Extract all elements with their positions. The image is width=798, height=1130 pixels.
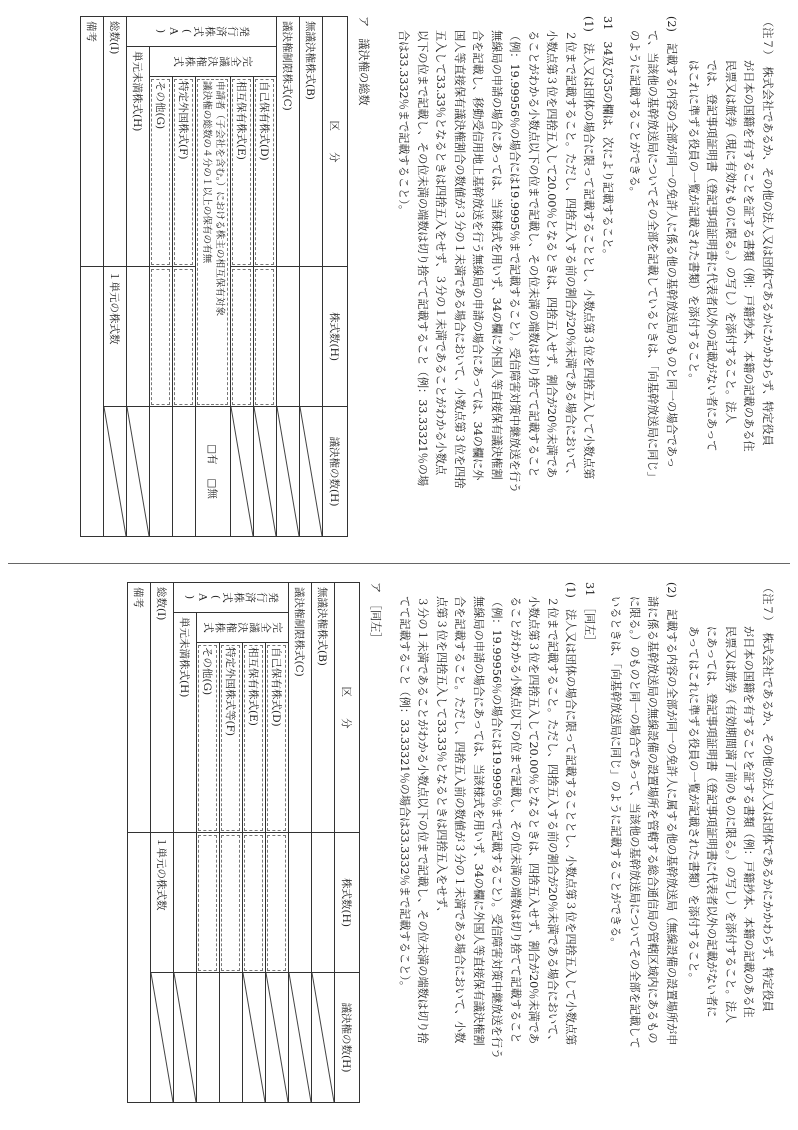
- text-line: 合は33.3332％まで記載すること）。: [397, 30, 411, 217]
- text-line: ア 議決権の総数: [357, 16, 370, 106]
- text-line: 民票又は旅券（有効期間満了前のものに限る。）の写し）を添付すること。法人: [724, 626, 737, 1024]
- text-line: 以下の位まで記載し、その位未満の端数は切り捨てて記載すること（例：33.33321％の場: [416, 30, 429, 487]
- revised-column: [16, 16, 776, 536]
- remarks-cell: [128, 833, 151, 1103]
- cell-hatched: [277, 407, 300, 537]
- cell-hatched: [104, 407, 127, 537]
- row-label: 単元未満株式(H): [174, 613, 197, 833]
- cell-value: [173, 407, 196, 537]
- text-line: 無線局の申請の場合にあっては、当該様式を用いず、34の欄に外国人等直接保有議決権割: [490, 30, 503, 480]
- text-line: 31 34及び35の欄は、次により記載すること。: [601, 16, 614, 261]
- row-label: 単元未満株式(H): [127, 47, 150, 267]
- row-label: 議決権制限株式(C): [277, 17, 300, 267]
- voting-rights-table: [127, 582, 360, 1103]
- text-line: では、登記事項証明書（登記事項証明書に代表者以外の記載がない者にあって: [705, 60, 719, 452]
- text-line: はこれに準ずる役員の一覧が記載された書類）を添付すること。: [687, 60, 700, 385]
- cell-hatched: [243, 973, 266, 1103]
- cell-value: [174, 833, 197, 973]
- note-7: [684, 582, 777, 1102]
- row-label: 無議決権株式(B): [312, 583, 335, 833]
- cell-hatched: [151, 973, 174, 1103]
- text-line: 小数点第３位を四捨五入して20.00％となるときは、四捨五入せず、割合が20％未満であ: [527, 596, 541, 1045]
- text-line: が日本の国籍を有することを証する書類（例：戸籍抄本、本籍の記載のある住: [742, 60, 756, 452]
- group-outer-label: 発行済株式(A): [127, 17, 277, 47]
- header-kubun: 区 分: [323, 17, 348, 267]
- text-line: ２位まで記載すること。ただし、四捨五入する前の割合が20％未満である場合において、: [546, 596, 559, 1047]
- text-line: 無線局の申請の場合にあっては、当該様式を用いず、34の欄に外国人等直接保有議決権割: [472, 596, 485, 1046]
- item-31: [395, 582, 599, 1102]
- text-line: ア ［同左］: [369, 582, 382, 644]
- checkbox-no[interactable]: □無: [206, 478, 219, 499]
- text-line: (1) 法人又は団体の場合に限って記載することとし、小数点第３位を四捨五入して小数点第: [564, 582, 578, 1046]
- row-label: 相互保有株式(E): [243, 643, 266, 833]
- cell-hatched: [174, 973, 197, 1103]
- text-line: （注７） 株式会社であるか、その他の法人又は団体であるかにかかわらず、特定役員: [761, 582, 774, 1012]
- group-kanzen-label: 完全議決権株式: [197, 613, 289, 643]
- note-line: 議決権の総数の４分の１以上の保有の有無: [201, 81, 212, 264]
- text-line: て、当該他の基幹放送局についてその全部を記載しているときは、「向基幹放送局に同じ」: [646, 30, 660, 483]
- cell-value: [312, 833, 335, 973]
- cell-value: [150, 267, 173, 407]
- text-line: (1) 法人又は団体の場合に限って記載することとし、小数点第３位を四捨五入して小数点第: [582, 16, 596, 480]
- cell-value: [289, 833, 312, 973]
- text-line: 民票又は旅券（現に有効なものに限る。）の写し）を添付すること。法人: [724, 60, 737, 424]
- row-label: 議決権制限株式(C): [289, 583, 312, 833]
- text-line: 31 ［同左］: [583, 582, 596, 647]
- text-line: に限る。）のものと同一の場合であって、当該他の基幹放送局についてその全部を記載して: [628, 596, 641, 1049]
- text-line: あってはこれに準ずる役員の一覧が記載された書類）を添付すること。: [687, 626, 700, 984]
- current-column: [16, 582, 776, 1102]
- row-label: 自己保有株式(D): [254, 77, 277, 267]
- row-label: 無議決権株式(B): [300, 17, 323, 267]
- cell-value: [300, 267, 323, 407]
- cell-value: [127, 267, 150, 407]
- text-line: 合を記載すること。ただし、四捨五入前の数値が３分の１未満である場合において、小数: [453, 596, 467, 1044]
- cell-value: [266, 833, 289, 973]
- sub-heading-a: [366, 582, 385, 1102]
- text-line: 請に係る基幹放送局の無線設備の設置場所を管轄する総合通信局の管轄区域内にあるもの: [646, 596, 660, 1044]
- cell-value: [197, 973, 220, 1103]
- header-votes: 議決権の数(H): [323, 407, 348, 537]
- cell-value: １単元の株式数: [151, 833, 174, 973]
- text-line: が日本の国籍を有することを証する書類（例：戸籍抄本、本籍の記載のある住: [742, 626, 756, 1018]
- row-label: 特定外国株式(F): [173, 77, 196, 267]
- cross-holding-note: [196, 77, 231, 407]
- row-label: その他(G): [197, 643, 220, 833]
- text-line: ２位まで記載すること。ただし、四捨五入する前の割合が20％未満である場合において、: [564, 30, 577, 481]
- row-label: 備考: [81, 17, 104, 267]
- cell-hatched: [289, 973, 312, 1103]
- remarks-cell: [81, 267, 104, 537]
- cell-value: １単元の株式数: [104, 267, 127, 407]
- sub-heading-a: [354, 16, 373, 536]
- text-line: 小数点第３位を四捨五入して20.00％となるときは、四捨五入せず、割合が20％未満であ: [545, 30, 559, 479]
- cell-hatched: [231, 407, 254, 537]
- cell-value: [277, 267, 300, 407]
- header-votes: 議決権の数(H): [335, 973, 360, 1103]
- text-line: （例：19.99956％の場合には19.9995％まで記載すること）。受信障害対策中継放送を行う: [508, 30, 522, 494]
- cell-hatched: [127, 407, 150, 537]
- text-line: 五入して33.33％となるときは四捨五入をせず、３分の１未満であることがわかる小数点: [434, 30, 448, 476]
- cell-value: [254, 267, 277, 407]
- page-divider: [8, 563, 790, 564]
- text-line: ３分の１未満であることがわかる小数点以下の位まで記載し、その位未満の端数は切り捨: [416, 596, 430, 1044]
- text-line: いるときは、「向基幹放送局に同じ」のように記載することができる。: [609, 596, 623, 949]
- group-kanzen-label: 完全議決権株式: [150, 47, 277, 77]
- text-line: のように記載することができる。: [628, 30, 641, 198]
- text-line: （例：19.99956％の場合には19.9995％まで記載すること）。受信障害対策中継放送を行う: [490, 596, 504, 1060]
- row-label: 総数(I): [151, 583, 174, 833]
- text-line: 点第３位を四捨五入して33.33％となるときは四捨五入をせず、: [435, 596, 448, 919]
- text-line: ることがわかる小数点以下の位まで記載し、その位未満の端数は切り捨てて記載すること: [527, 30, 540, 478]
- cell-value: [243, 833, 266, 973]
- text-line: (2) 記載する内容の全部が同一の免許人に係る他の基幹放送局のものと同一の場合であっ: [665, 16, 678, 469]
- text-line: 合を記載し、移動受信用地上基幹放送を行う無線局の申請の場合にあっては、34の欄に外: [471, 30, 485, 481]
- note-2: [606, 582, 680, 1102]
- header-shares: 株式数(H): [323, 267, 348, 407]
- cell-value: [220, 833, 243, 973]
- header-kubun: 区 分: [335, 583, 360, 833]
- item-31: [394, 16, 616, 536]
- cell-hatched: [266, 973, 289, 1103]
- voting-rights-table: [80, 16, 348, 537]
- note-2: [625, 16, 681, 536]
- cell-hatched: [254, 407, 277, 537]
- header-shares: 株式数(H): [335, 833, 360, 973]
- checkbox-yes[interactable]: □有: [206, 444, 219, 465]
- text-line: （注７） 株式会社であるか、その他の法人又は団体であるかにかかわらず、特定役員: [761, 16, 774, 446]
- row-label: 備考: [128, 583, 151, 833]
- text-line: 国人等直接保有議決権割合の数値が３分の１未満である場合において、小数点第３位を四捨: [453, 30, 466, 489]
- row-label: 特定外国株式等(F): [220, 643, 243, 833]
- text-line: (2) 記載する内容の全部が同一の免許人に属する他の基幹放送局（無線設備の設置場所が申: [665, 582, 678, 1046]
- group-outer-label: 発行済株式(A): [174, 583, 289, 613]
- cell-value: [197, 833, 220, 973]
- note-7: [684, 16, 777, 536]
- note-line: 申請者（子会社を含む。）における株主の相互保有対象: [214, 81, 225, 317]
- text-line: ることがわかる小数点以下の位まで記載し、その位未満の端数は切り捨てて記載すること: [509, 596, 522, 1044]
- cell-value: [220, 973, 243, 1103]
- text-line: てて記載すること（例：33.33321％の場合は33.3332％まで記載すること）。: [398, 596, 411, 993]
- cell-value: [150, 407, 173, 537]
- cell-hatched: [300, 407, 323, 537]
- row-label: その他(G): [150, 77, 173, 267]
- cell-value: [231, 267, 254, 407]
- row-label: 自己保有株式(D): [266, 643, 289, 833]
- cell-value: [173, 267, 196, 407]
- text-line: にあっては、登記事項証明書（登記事項証明書に代表者以外の記載がない者に: [705, 626, 719, 1018]
- cross-holding-checkboxes: [196, 407, 231, 537]
- cell-hatched: [312, 973, 335, 1103]
- row-label: 総数(I): [104, 17, 127, 267]
- row-label: 相互保有株式(E): [231, 77, 254, 267]
